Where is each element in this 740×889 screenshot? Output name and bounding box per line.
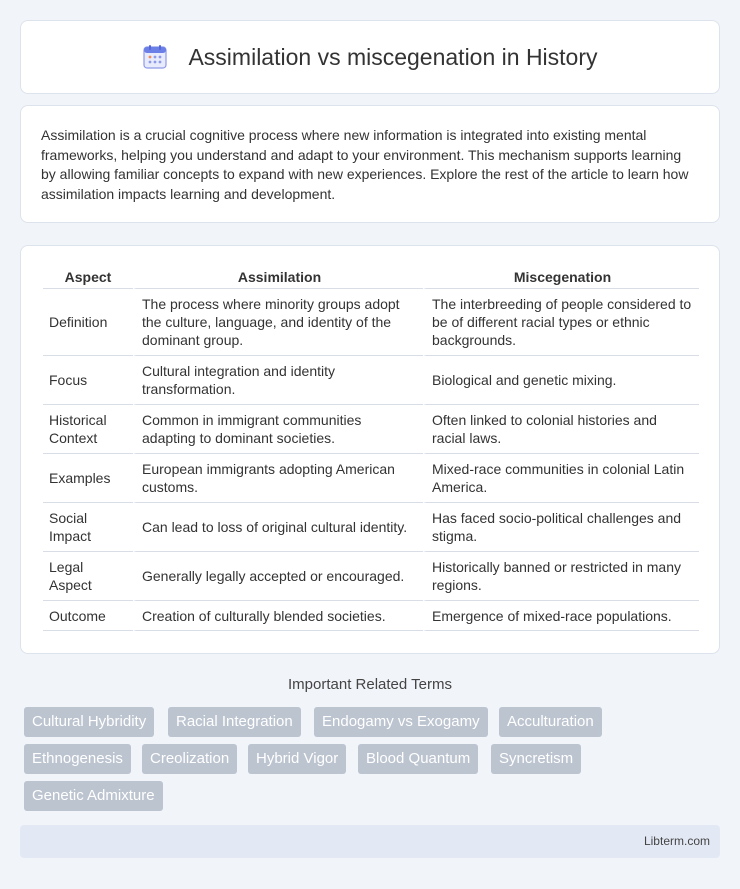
cell-assimilation: Creation of culturally blended societies.	[133, 600, 423, 631]
cell-aspect: Outcome	[43, 600, 133, 631]
cell-assimilation: Generally legally accepted or encouraged.	[133, 551, 423, 600]
tag-acculturation[interactable]: Acculturation	[499, 707, 602, 737]
table-row	[43, 502, 699, 551]
header-assimilation: Assimilation	[133, 268, 423, 288]
table-header-row	[43, 268, 699, 288]
cell-aspect: Focus	[43, 355, 133, 404]
header	[142, 44, 597, 71]
cell-aspect: Examples	[43, 453, 133, 502]
tag-hybrid-vigor[interactable]: Hybrid Vigor	[248, 744, 346, 774]
cell-miscegenation: Emergence of mixed-race populations.	[423, 600, 699, 631]
table-row	[43, 551, 699, 600]
table-row	[43, 453, 699, 502]
tag-endogamy-vs-exogamy[interactable]: Endogamy vs Exogamy	[314, 707, 488, 737]
page-title: Assimilation vs miscegenation in History	[188, 43, 598, 70]
comparison-table	[43, 268, 699, 631]
cell-aspect: Social Impact	[43, 502, 133, 551]
table-row	[43, 404, 699, 453]
cell-assimilation: Can lead to loss of original cultural identity.	[133, 502, 423, 551]
header-aspect: Aspect	[64, 269, 112, 285]
tag-cultural-hybridity[interactable]: Cultural Hybridity	[24, 707, 154, 737]
cell-assimilation: European immigrants adopting American customs.	[133, 453, 423, 502]
cell-miscegenation: Has faced socio-political challenges and stigma.	[423, 502, 699, 551]
footer-site-link[interactable]: Libterm.com	[643, 834, 710, 848]
cell-miscegenation: Often linked to colonial histories and racial laws.	[423, 404, 699, 453]
tag-ethnogenesis[interactable]: Ethnogenesis	[24, 744, 131, 774]
intro-card	[20, 105, 720, 223]
cell-aspect: Historical Context	[43, 404, 133, 453]
tag-creolization[interactable]: Creolization	[142, 744, 237, 774]
header-miscegenation: Miscegenation	[423, 268, 699, 288]
intro-paragraph: Assimilation is a crucial cognitive process where new information is integrated into existing mental frameworks, helping you understand and adapt to your environment. This mechanism supports learning by allowing familiar concepts to expand with new experiences. Explore the rest of the article to learn how assimilation impacts learning and development.	[41, 127, 689, 202]
cell-assimilation: Cultural integration and identity transformation.	[133, 355, 423, 404]
tag-syncretism[interactable]: Syncretism	[491, 744, 581, 774]
header-card	[20, 20, 720, 94]
cell-assimilation: The process where minority groups adopt the culture, language, and identity of the dominant group.	[133, 288, 423, 355]
table-row	[43, 600, 699, 631]
tag-racial-integration[interactable]: Racial Integration	[168, 707, 301, 737]
table-row	[43, 355, 699, 404]
calendar-icon	[142, 44, 168, 70]
comparison-card	[20, 245, 720, 654]
table-row	[43, 288, 699, 355]
cell-miscegenation: The interbreeding of people considered to be of different racial types or ethnic backgrounds.	[423, 288, 699, 355]
tag-genetic-admixture[interactable]: Genetic Admixture	[24, 781, 163, 811]
cell-miscegenation: Mixed-race communities in colonial Latin America.	[423, 453, 699, 502]
tag-blood-quantum[interactable]: Blood Quantum	[358, 744, 478, 774]
cell-aspect: Definition	[43, 288, 133, 355]
footer	[20, 825, 720, 858]
cell-aspect: Legal Aspect	[43, 551, 133, 600]
related-terms-title: Important Related Terms	[288, 676, 452, 693]
cell-miscegenation: Biological and genetic mixing.	[423, 355, 699, 404]
cell-assimilation: Common in immigrant communities adapting to dominant societies.	[133, 404, 423, 453]
cell-miscegenation: Historically banned or restricted in many regions.	[423, 551, 699, 600]
